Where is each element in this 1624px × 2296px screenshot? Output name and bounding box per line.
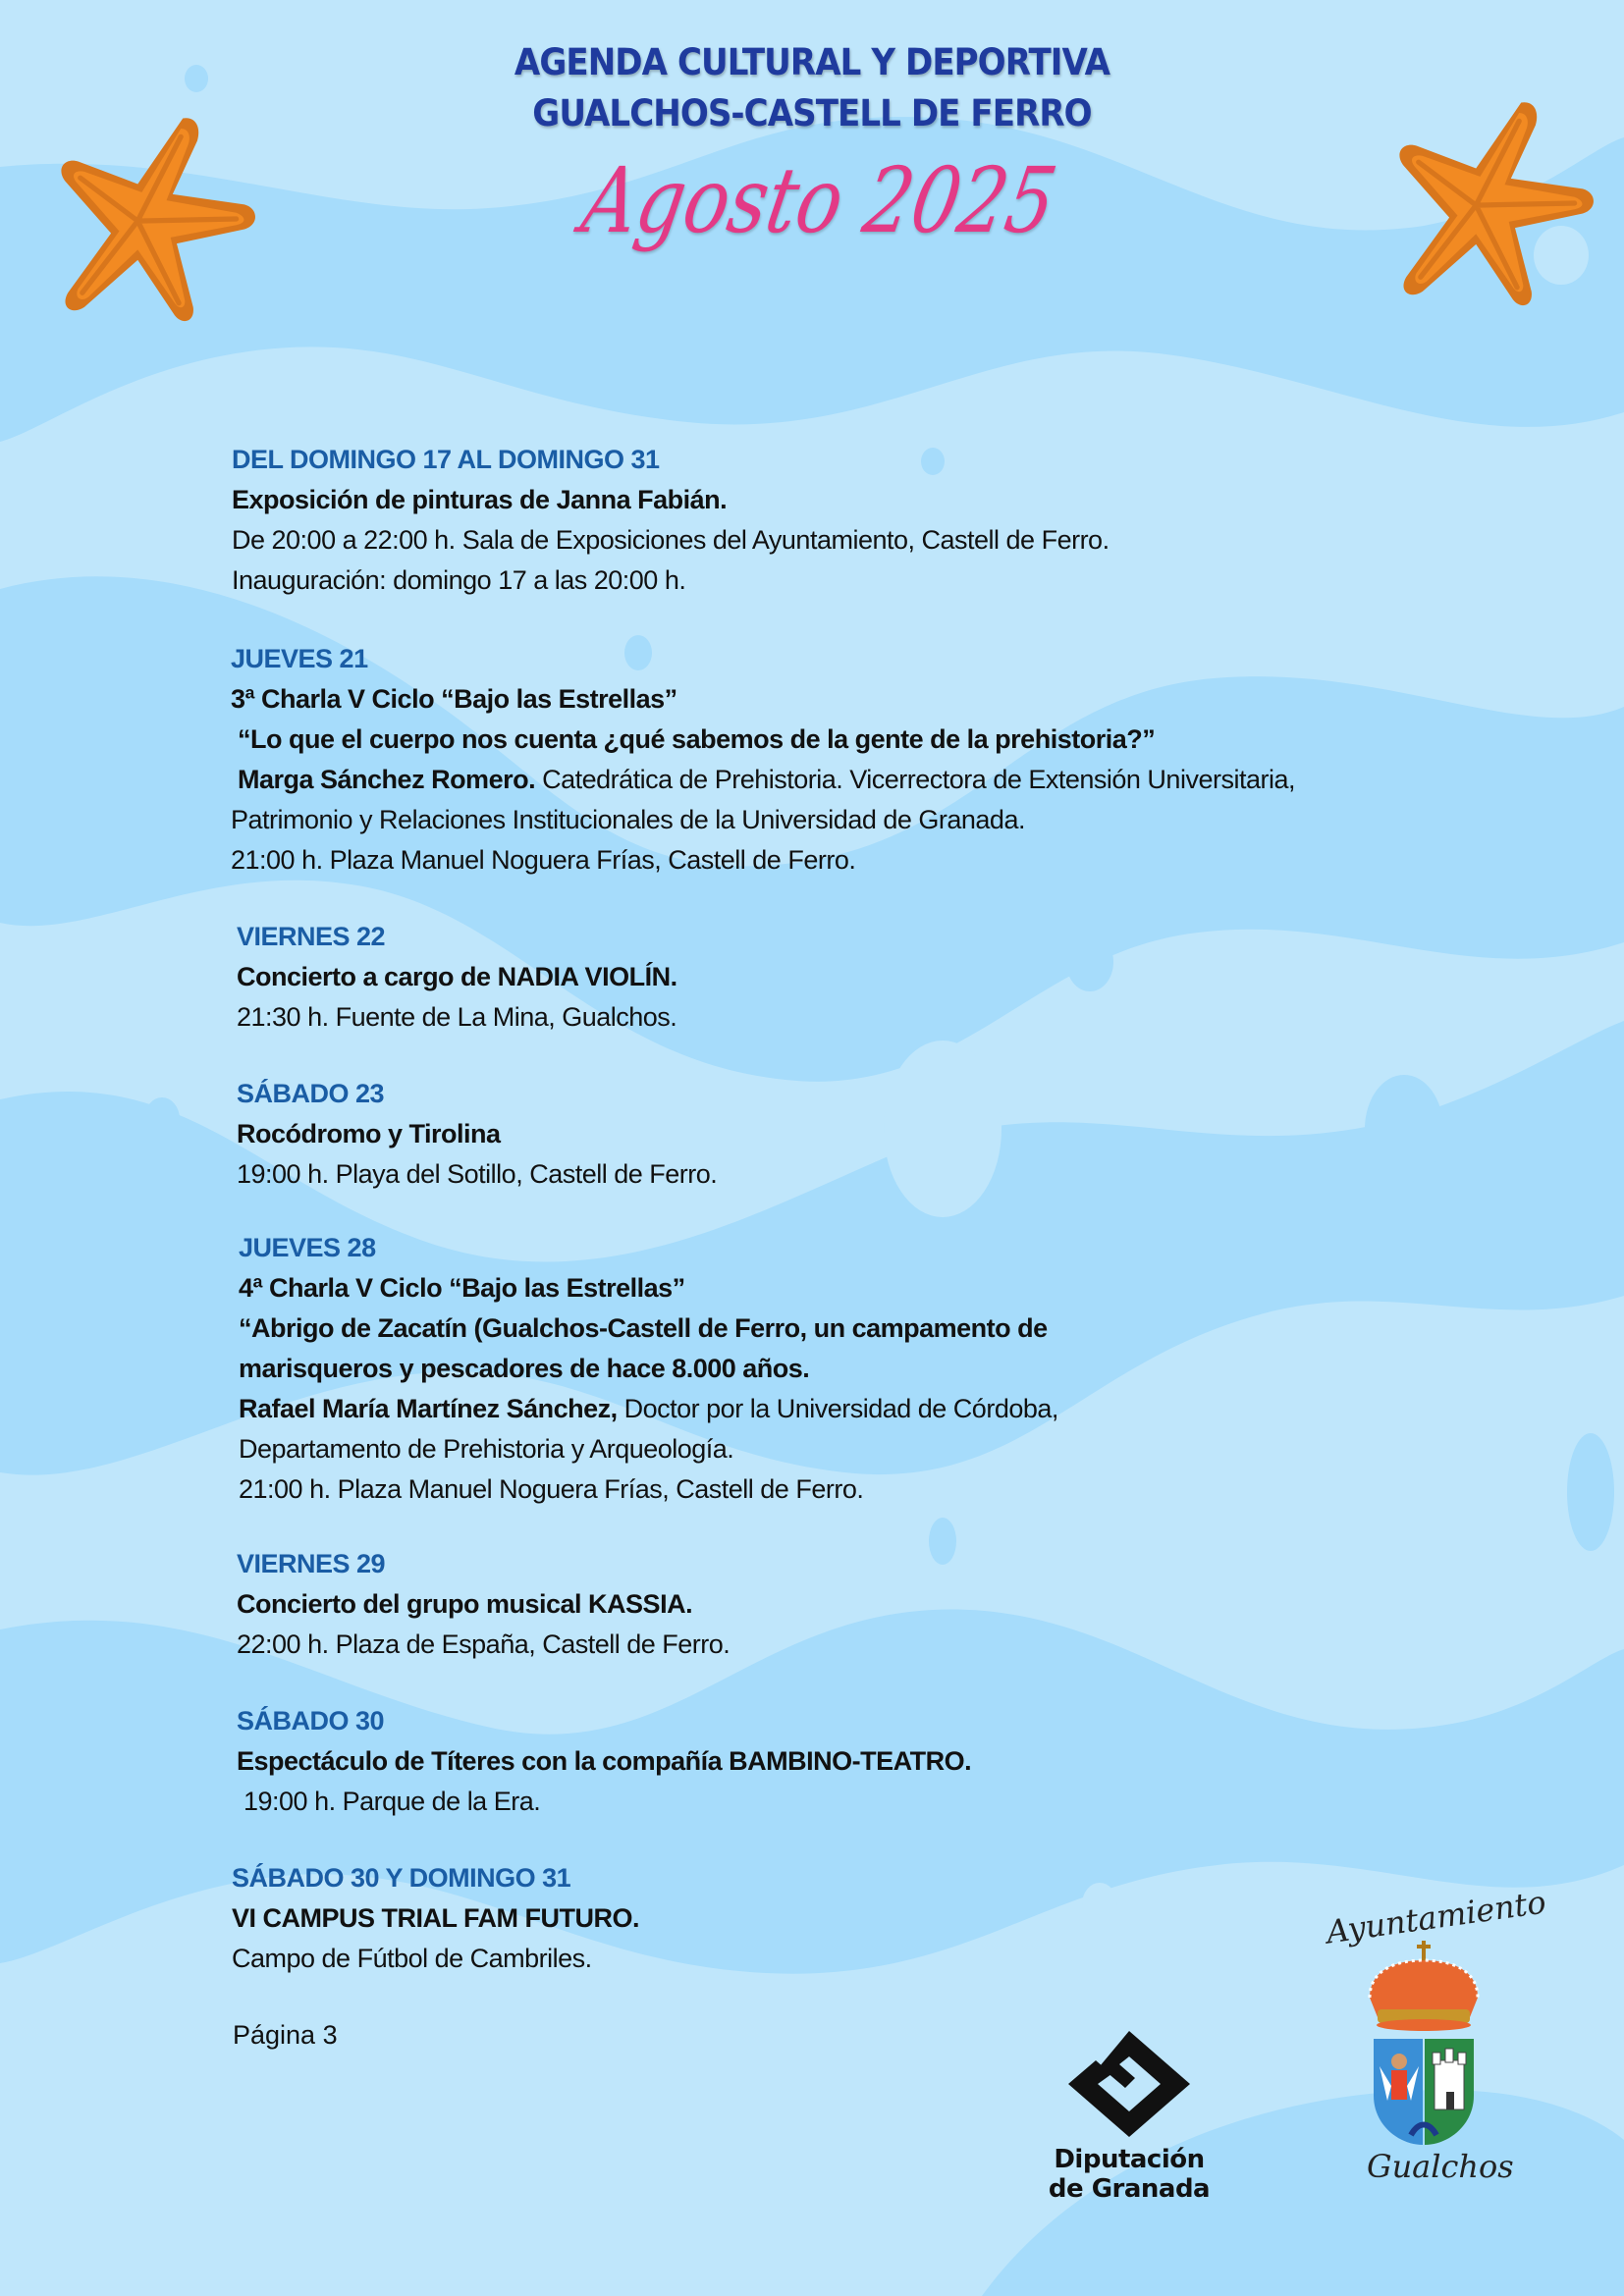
- event-item: [237, 1701, 1513, 1822]
- event-title: VI CAMPUS TRIAL FAM FUTURO.: [232, 1903, 639, 1933]
- event-title: Concierto a cargo de NADIA VIOLÍN.: [237, 962, 677, 991]
- speaker-description: Doctor por la Universidad de Córdoba,: [617, 1394, 1058, 1423]
- gualchos-label: Gualchos: [1367, 2148, 1514, 2185]
- diputacion-line-2: de Granada: [1048, 2174, 1211, 2204]
- diputacion-line-1: Diputación: [1054, 2145, 1205, 2174]
- event-item: [237, 917, 1513, 1038]
- speaker-name: Rafael María Martínez Sánchez,: [239, 1394, 618, 1423]
- ayuntamiento-label: Ayuntamiento: [1324, 1883, 1548, 1951]
- starfish-icon: [1384, 90, 1600, 316]
- diputacion-heart-icon: [1060, 2027, 1198, 2140]
- event-title: 3ª Charla V Ciclo “Bajo las Estrellas”: [231, 684, 677, 714]
- event-talk-title: “Abrigo de Zacatín (Gualchos-Castell de Ferro, un campamento de: [239, 1313, 1048, 1343]
- event-title: Espectáculo de Títeres con la compañía BAMBINO-TEATRO.: [237, 1746, 972, 1776]
- event-detail: De 20:00 a 22:00 h. Sala de Exposiciones del Ayuntamiento, Castell de Ferro.: [232, 525, 1110, 555]
- event-detail: 21:00 h. Plaza Manuel Noguera Frías, Castell de Ferro.: [239, 1474, 864, 1504]
- ayuntamiento-gualchos-logo: [1316, 1883, 1548, 2199]
- event-date: VIERNES 29: [237, 1549, 386, 1578]
- title-line-1: AGENDA CULTURAL Y DEPORTIVA: [514, 41, 1110, 83]
- event-detail: Departamento de Prehistoria y Arqueología.: [239, 1434, 734, 1464]
- event-speaker: [231, 760, 1507, 800]
- event-date: JUEVES 21: [231, 644, 368, 673]
- month-subtitle: Agosto 2025: [574, 148, 1064, 253]
- event-detail: Inauguración: domingo 17 a las 20:00 h.: [232, 565, 686, 595]
- event-detail: 21:30 h. Fuente de La Mina, Gualchos.: [237, 1002, 677, 1032]
- event-detail: Campo de Fútbol de Cambriles.: [232, 1944, 592, 1973]
- event-date: SÁBADO 30: [237, 1706, 385, 1735]
- event-title: Concierto del grupo musical KASSIA.: [237, 1589, 693, 1619]
- event-detail: 19:00 h. Parque de la Era.: [237, 1787, 541, 1816]
- event-date: SÁBADO 23: [237, 1079, 385, 1108]
- diputacion-granada-logo: [1041, 2027, 1218, 2204]
- event-talk-title: marisqueros y pescadores de hace 8.000 años.: [239, 1354, 810, 1383]
- event-item: [239, 1228, 1515, 1510]
- speaker-description: Catedrática de Prehistoria. Vicerrectora de Extensión Universitaria,: [535, 765, 1295, 794]
- coat-of-arms-icon: [1360, 1939, 1488, 2150]
- page-number: Página 3: [233, 2020, 338, 2050]
- speaker-name: Marga Sánchez Romero.: [231, 765, 536, 794]
- event-date: SÁBADO 30 Y DOMINGO 31: [232, 1863, 571, 1893]
- event-detail: 21:00 h. Plaza Manuel Noguera Frías, Castell de Ferro.: [231, 845, 856, 875]
- title-line-2: GUALCHOS-CASTELL DE FERRO: [532, 92, 1092, 134]
- event-detail: Patrimonio y Relaciones Institucionales de la Universidad de Granada.: [231, 805, 1025, 834]
- event-item: [232, 440, 1508, 601]
- event-title: 4ª Charla V Ciclo “Bajo las Estrellas”: [239, 1273, 685, 1303]
- event-item: [231, 639, 1507, 881]
- event-talk-title: “Lo que el cuerpo nos cuenta ¿qué sabemos de la gente de la prehistoria?”: [231, 724, 1156, 754]
- event-title: Rocódromo y Tirolina: [237, 1119, 501, 1148]
- event-detail: 19:00 h. Playa del Sotillo, Castell de Ferro.: [237, 1159, 718, 1189]
- event-date: VIERNES 22: [237, 922, 386, 951]
- event-item: [237, 1544, 1513, 1665]
- starfish-icon: [51, 106, 257, 332]
- event-item: [237, 1074, 1513, 1195]
- event-speaker: [239, 1389, 1515, 1429]
- event-date: JUEVES 28: [239, 1233, 376, 1262]
- event-detail: 22:00 h. Plaza de España, Castell de Ferro.: [237, 1629, 731, 1659]
- event-date: DEL DOMINGO 17 AL DOMINGO 31: [232, 445, 660, 474]
- event-title: Exposición de pinturas de Janna Fabián.: [232, 485, 728, 514]
